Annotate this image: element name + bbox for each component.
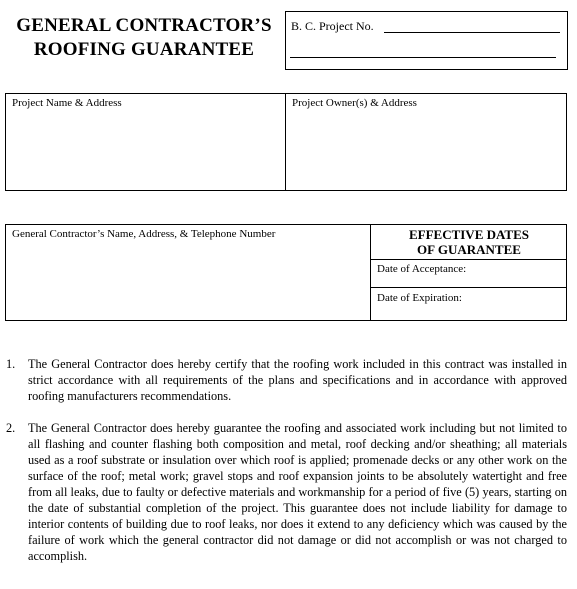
clause-1-text: The General Contractor does hereby certify that the roofing work included in this contract was installed in strict accordance with all requirements of the plans and specifications and in accordance with approved roofing manufacturers recommendations. (28, 357, 567, 403)
expiration-date-label: Date of Expiration: (377, 292, 462, 304)
title-line-2: ROOFING GUARANTEE (33, 39, 255, 60)
bc-project-label: B. C. Project No. (291, 19, 374, 33)
document-title (2, 14, 286, 62)
clause-2-number: 2. (6, 421, 16, 435)
clause-1 (6, 356, 567, 404)
project-info-divider (285, 94, 286, 190)
effective-divider-bottom (371, 287, 567, 288)
bc-project-number-field[interactable] (384, 32, 560, 33)
acceptance-date-label: Date of Acceptance: (377, 263, 467, 275)
clause-2 (6, 420, 567, 564)
project-name-label: Project Name & Address (12, 97, 122, 109)
title-line-1: GENERAL CONTRACTOR’S (16, 15, 272, 36)
effective-title-line-2: OF GUARANTEE (417, 242, 521, 257)
effective-divider-top (371, 259, 567, 260)
effective-title-line-1: EFFECTIVE DATES (408, 227, 530, 242)
project-owner-label: Project Owner(s) & Address (292, 97, 417, 109)
contractor-info-table (5, 224, 567, 321)
effective-dates-title (371, 227, 567, 257)
clause-1-number: 1. (6, 357, 16, 371)
bc-project-box (285, 11, 568, 70)
contractor-label: General Contractor’s Name, Address, & Telephone Number (12, 228, 276, 240)
bc-project-extra-field[interactable] (290, 57, 556, 58)
project-info-table (5, 93, 567, 191)
clause-2-text: The General Contractor does hereby guarantee the roofing and associated work including but not limited to all flashing and counter flashing both composition and metal, roof decking and/or sheathing; all materials used as a roof substrate or insulation over which roof is applied; promenade decks or any other work on the surface of the roof; metal work; gravel stops and roof expansion joints to be absolutely watertight and free from all leaks, due to faulty or defective materials and workmanship for a period of five (5) years, starting on the date of substantial completion of the project. This guarantee does not include liability for damage to interior contents of building due to roof leaks, nor does it extend to any deficiency which was caused by the failure of work which the general contractor did not damage or did not accomplish or was not charged to accomplish. (28, 421, 567, 563)
